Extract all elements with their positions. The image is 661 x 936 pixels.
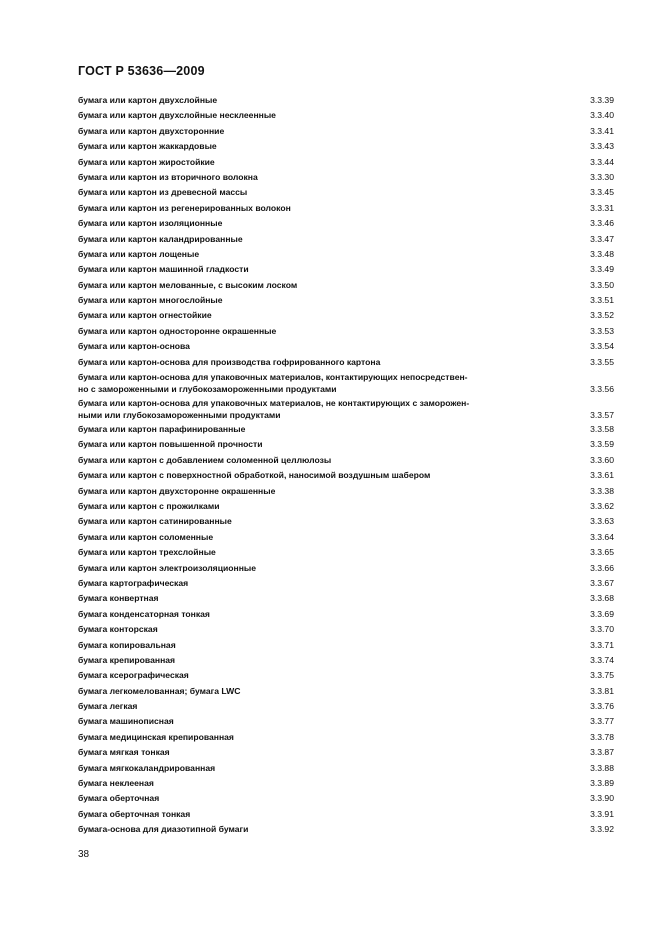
- index-term: [78, 156, 548, 168]
- index-term-line: ными или глубокозамороженными продуктами: [78, 410, 281, 421]
- index-entry: [78, 777, 614, 792]
- index-entry: [78, 685, 614, 700]
- index-entry: [78, 371, 614, 397]
- index-entry: [78, 233, 614, 248]
- index-term-line: бумага или картон-основа для производства гофрированного картона: [78, 356, 381, 367]
- index-reference-number: 3.3.57: [590, 410, 614, 421]
- index-term: [78, 546, 548, 558]
- index-term: [78, 623, 548, 635]
- index-entry: [78, 515, 614, 530]
- index-term-line: бумага конторская: [78, 624, 158, 635]
- index-entry: [78, 700, 614, 715]
- index-term-line: бумага или картон лощеные: [78, 248, 200, 259]
- index-term: [78, 762, 548, 774]
- index-term-line: бумага машинописная: [78, 716, 174, 727]
- index-reference-number: 3.3.81: [590, 685, 614, 696]
- index-term-line: бумага мягкокаландрированная: [78, 762, 216, 773]
- index-entry: [78, 654, 614, 669]
- index-entry: [78, 823, 614, 838]
- index-term-line: бумага или картон жиростойкие: [78, 156, 215, 167]
- index-reference-number: 3.3.77: [590, 716, 614, 727]
- index-term: [78, 700, 548, 712]
- index-reference-number: 3.3.59: [590, 439, 614, 450]
- index-entry: [78, 454, 614, 469]
- index-term-line: бумага или картон с добавлением соломенной целлюлозы: [78, 454, 332, 465]
- index-entry: [78, 808, 614, 823]
- index-entry: [78, 592, 614, 607]
- index-term: [78, 562, 548, 574]
- index-reference-number: 3.3.87: [590, 747, 614, 758]
- index-entry: [78, 562, 614, 577]
- index-term-line: бумага или картон машинной гладкости: [78, 264, 249, 275]
- index-term-line: бумага или картон каландрированные: [78, 233, 243, 244]
- index-reference-number: 3.3.60: [590, 454, 614, 465]
- index-reference-number: 3.3.90: [590, 793, 614, 804]
- index-term: [78, 469, 548, 481]
- index-term: [78, 438, 548, 450]
- index-term: [78, 340, 548, 352]
- index-reference-number: 3.3.88: [590, 762, 614, 773]
- index-term-line: бумага или картон с прожилками: [78, 500, 220, 511]
- index-term-line: бумага или картон двухслойные: [78, 95, 218, 105]
- index-reference-number: 3.3.38: [590, 485, 614, 496]
- index-term-line: бумага неклееная: [78, 778, 154, 789]
- index-term-line: бумага или картон парафинированные: [78, 424, 246, 435]
- index-reference-number: 3.3.69: [590, 608, 614, 619]
- index-entry: [78, 485, 614, 500]
- index-entry: [78, 294, 614, 309]
- index-term: [78, 777, 548, 789]
- index-term: [78, 217, 548, 229]
- index-reference-number: 3.3.89: [590, 778, 614, 789]
- page-number: 38: [78, 849, 90, 860]
- index-term-line: бумага ксерографическая: [78, 670, 189, 681]
- index-entry: [78, 423, 614, 438]
- index-term: [78, 356, 548, 368]
- index-entry: [78, 340, 614, 355]
- index-term-line: бумага или картон многослойные: [78, 295, 223, 306]
- index-entry: [78, 546, 614, 561]
- index-entry: [78, 171, 614, 186]
- index-reference-number: 3.3.67: [590, 577, 614, 588]
- index-term-line: бумага или картон-основа для упаковочных материалов, контактирующих непосредствен-: [78, 372, 468, 383]
- index-term: [78, 279, 548, 291]
- index-reference-number: 3.3.54: [590, 341, 614, 352]
- index-entry: [78, 397, 614, 423]
- index-entry: [78, 109, 614, 124]
- index-term: [78, 94, 548, 106]
- index-reference-number: 3.3.39: [590, 95, 614, 105]
- index-term: [78, 186, 548, 198]
- index-entry: [78, 469, 614, 484]
- index-term: [78, 577, 548, 589]
- index-term-line: бумага или картон из вторичного волокна: [78, 171, 258, 182]
- index-term-line: бумага крепированная: [78, 654, 176, 665]
- index-reference-number: 3.3.65: [590, 547, 614, 558]
- index-term: [78, 397, 548, 421]
- index-reference-number: 3.3.43: [590, 141, 614, 152]
- index-reference-number: 3.3.48: [590, 248, 614, 259]
- index-term-line: бумага или картон из регенерированных волокон: [78, 202, 291, 213]
- index-term: [78, 125, 548, 137]
- index-term: [78, 685, 548, 697]
- index-entry: [78, 792, 614, 807]
- index-reference-number: 3.3.74: [590, 654, 614, 665]
- index-reference-number: 3.3.49: [590, 264, 614, 275]
- index-term-line: бумага мягкая тонкая: [78, 747, 170, 758]
- index-entry: [78, 669, 614, 684]
- index-reference-number: 3.3.44: [590, 156, 614, 167]
- index-entry: [78, 577, 614, 592]
- index-reference-number: 3.3.58: [590, 424, 614, 435]
- index-term-line: бумага оберточная тонкая: [78, 808, 191, 819]
- index-term-line: бумага или картон-основа для упаковочных материалов, не контактирующих с заморожен-: [78, 398, 470, 409]
- index-term: [78, 263, 548, 275]
- index-term-line: бумага или картон-основа: [78, 341, 190, 352]
- index-term-line: бумага или картон односторонне окрашенные: [78, 325, 277, 336]
- index-term: [78, 500, 548, 512]
- index-reference-number: 3.3.31: [590, 202, 614, 213]
- index-term: [78, 654, 548, 666]
- index-term: [78, 171, 548, 183]
- index-reference-number: 3.3.53: [590, 325, 614, 336]
- index-term: [78, 715, 548, 727]
- index-term-line: бумага или картон трехслойные: [78, 547, 216, 558]
- index-term-line: бумага или картон сатинированные: [78, 516, 232, 527]
- index-term: [78, 669, 548, 681]
- index-term: [78, 109, 548, 121]
- index-term-line: бумага-основа для диазотипной бумаги: [78, 824, 249, 835]
- index-term-line: бумага копировальная: [78, 639, 176, 650]
- index-term-line: но с замороженными и глубокозамороженными продуктами: [78, 384, 337, 395]
- index-entry: [78, 279, 614, 294]
- index-reference-number: 3.3.55: [590, 356, 614, 367]
- index-entry: [78, 746, 614, 761]
- index-entry: [78, 94, 614, 109]
- index-term: [78, 233, 548, 245]
- index-term: [78, 140, 548, 152]
- index-reference-number: 3.3.50: [590, 279, 614, 290]
- index-entry: [78, 608, 614, 623]
- index-entry: [78, 202, 614, 217]
- index-reference-number: 3.3.46: [590, 218, 614, 229]
- index-reference-number: 3.3.92: [590, 824, 614, 835]
- index-term-line: бумага легкомелованная; бумага LWC: [78, 685, 241, 696]
- index-term: [78, 294, 548, 306]
- index-term-line: бумага или картон из древесной массы: [78, 187, 248, 198]
- index-term-line: бумага или картон двухслойные несклеенные: [78, 110, 276, 121]
- index-reference-number: 3.3.41: [590, 125, 614, 136]
- index-reference-number: 3.3.52: [590, 310, 614, 321]
- index-term-line: бумага или картон электроизоляционные: [78, 562, 257, 573]
- index-reference-number: 3.3.75: [590, 670, 614, 681]
- index-term: [78, 608, 548, 620]
- index-term: [78, 371, 548, 395]
- index-term-line: бумага картографическая: [78, 577, 189, 588]
- index-term-line: бумага или картон соломенные: [78, 531, 214, 542]
- index-reference-number: 3.3.47: [590, 233, 614, 244]
- index-entry: [78, 438, 614, 453]
- index-entry: [78, 140, 614, 155]
- index-term: [78, 792, 548, 804]
- index-term: [78, 202, 548, 214]
- index-entry: [78, 639, 614, 654]
- index-term: [78, 515, 548, 527]
- index-reference-number: 3.3.91: [590, 808, 614, 819]
- index-entry: [78, 325, 614, 340]
- index-entry: [78, 500, 614, 515]
- index-term-line: бумага или картон повышенной прочности: [78, 439, 263, 450]
- index-reference-number: 3.3.61: [590, 470, 614, 481]
- index-term-line: бумага или картон с поверхностной обработкой, наносимой воздушным шабером: [78, 470, 431, 481]
- index-term: [78, 485, 548, 497]
- document-header: ГОСТ Р 53636—2009: [78, 64, 205, 78]
- index-term: [78, 731, 548, 743]
- index-term: [78, 325, 548, 337]
- index-term-line: бумага конвертная: [78, 593, 159, 604]
- index-reference-number: 3.3.63: [590, 516, 614, 527]
- index-entry: [78, 356, 614, 371]
- index-reference-number: 3.3.62: [590, 500, 614, 511]
- index-term-line: бумага или картон мелованные, с высоким лоском: [78, 279, 298, 290]
- index-term-line: бумага или картон двухсторонне окрашенные: [78, 485, 276, 496]
- index-term-line: бумага или картон огнестойкие: [78, 310, 212, 321]
- index-reference-number: 3.3.76: [590, 701, 614, 712]
- index-term: [78, 823, 548, 835]
- index-entry: [78, 715, 614, 730]
- index-entry: [78, 623, 614, 638]
- term-index-list: [78, 94, 614, 839]
- index-entry: [78, 309, 614, 324]
- index-reference-number: 3.3.56: [590, 384, 614, 395]
- index-entry: [78, 248, 614, 263]
- index-entry: [78, 125, 614, 140]
- index-reference-number: 3.3.30: [590, 171, 614, 182]
- index-entry: [78, 217, 614, 232]
- index-term-line: бумага оберточная: [78, 793, 160, 804]
- index-term: [78, 248, 548, 260]
- index-entry: [78, 531, 614, 546]
- index-reference-number: 3.3.78: [590, 731, 614, 742]
- index-term: [78, 639, 548, 651]
- index-entry: [78, 186, 614, 201]
- index-term: [78, 423, 548, 435]
- index-entry: [78, 731, 614, 746]
- index-term-line: бумага или картон жаккардовые: [78, 141, 217, 152]
- index-reference-number: 3.3.71: [590, 639, 614, 650]
- index-term: [78, 592, 548, 604]
- index-term-line: бумага медицинская крепированная: [78, 731, 234, 742]
- index-reference-number: 3.3.51: [590, 295, 614, 306]
- index-reference-number: 3.3.64: [590, 531, 614, 542]
- index-term: [78, 746, 548, 758]
- index-term-line: бумага или картон двухсторонние: [78, 125, 225, 136]
- index-reference-number: 3.3.70: [590, 624, 614, 635]
- index-reference-number: 3.3.40: [590, 110, 614, 121]
- index-reference-number: 3.3.68: [590, 593, 614, 604]
- index-term: [78, 531, 548, 543]
- index-term-line: бумага легкая: [78, 701, 138, 712]
- index-term: [78, 309, 548, 321]
- index-entry: [78, 156, 614, 171]
- index-entry: [78, 762, 614, 777]
- index-term-line: бумага или картон изоляционные: [78, 218, 223, 229]
- index-term: [78, 808, 548, 820]
- index-term-line: бумага конденсаторная тонкая: [78, 608, 210, 619]
- index-entry: [78, 263, 614, 278]
- index-reference-number: 3.3.66: [590, 562, 614, 573]
- index-term: [78, 454, 548, 466]
- index-reference-number: 3.3.45: [590, 187, 614, 198]
